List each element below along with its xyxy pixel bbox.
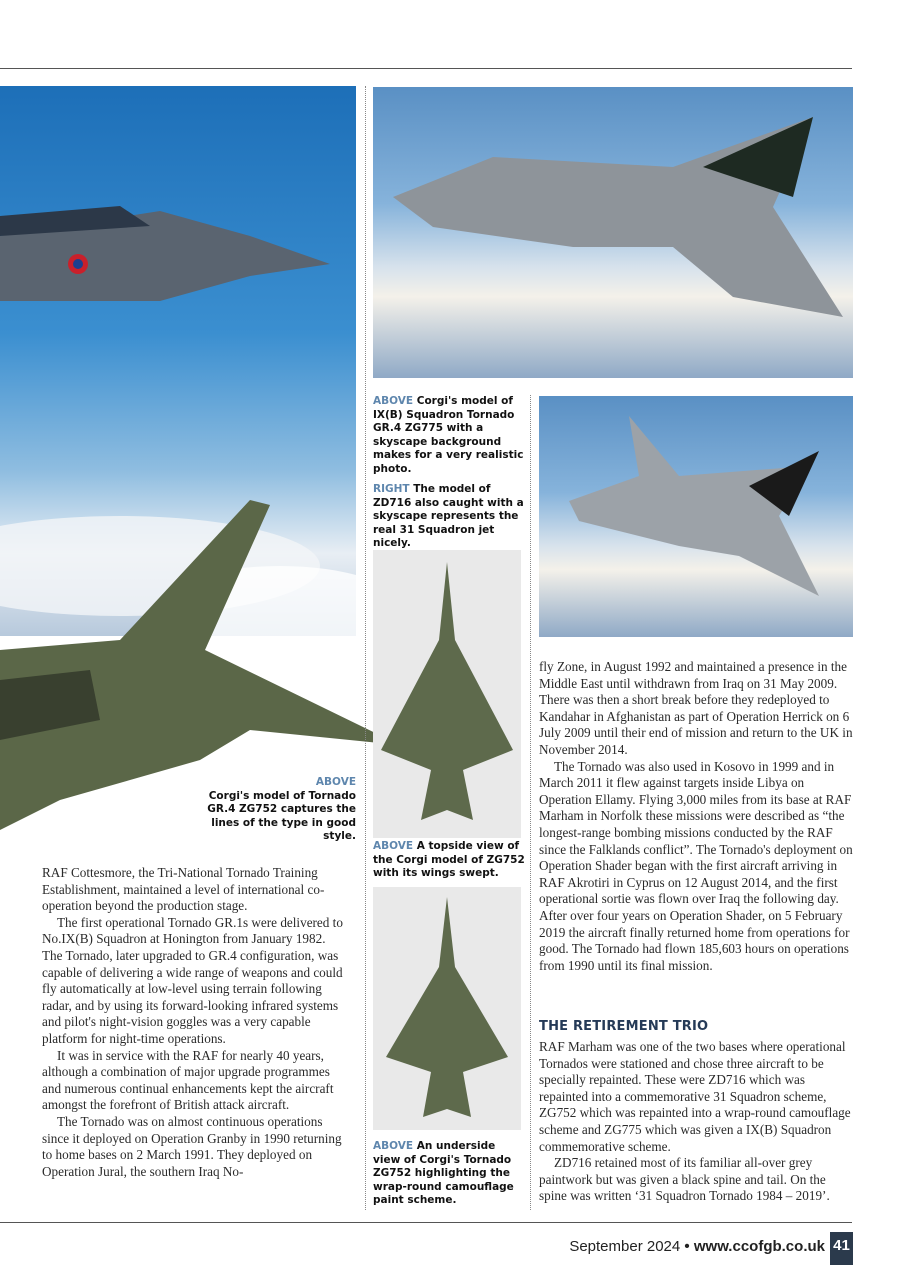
caption-text: Corgi's model of Tornado GR.4 ZG752 captures the lines of the type in good style.	[207, 789, 356, 843]
footer	[569, 1238, 825, 1255]
paragraph: RAF Cottesmore, the Tri-National Tornado Training Establishment, maintained a level of international co-operation beyond the production stage.	[42, 865, 325, 914]
bottom-rule	[0, 1222, 852, 1223]
caption-text: A topside view of the Corgi model of ZG752 with its wings swept.	[373, 840, 525, 880]
jet-silhouette-icon	[373, 87, 853, 378]
caption-label: ABOVE	[373, 840, 414, 852]
caption-top-right	[373, 395, 525, 477]
caption-text: The model of ZD716 also caught with a skyscape represents the real 31 Squadron jet nicely.	[373, 483, 524, 550]
caption-topside	[373, 840, 525, 881]
paragraph: The first operational Tornado GR.1s were delivered to No.IX(B) Squadron at Honington from January 1982. The Tornado, later upgraded to GR.4 configuration, was capable of delivering a wide range of weapons and could fly automatically at low-level using terrain following radar, and by using its forward-looking infrared systems and pilot's night-vision goggles was a very capable platform for night-time operations.	[42, 914, 343, 1046]
caption-label: ABOVE	[373, 395, 414, 407]
bullet: •	[684, 1238, 690, 1255]
paragraph: fly Zone, in August 1992 and maintained a presence in the Middle East until withdrawn from Iraq on 31 May 2009. There was then a short break before they redeployed to Kandahar in Afghanistan as part of Operation Herrick on 6 July 2009 until their end of mission and return to the UK in November 2014.	[539, 659, 853, 757]
issue-date: September 2024	[569, 1238, 681, 1255]
paragraph: RAF Marham was one of the two bases where operational Tornados were stationed and chose three aircraft to be specially repainted. These were ZD716 which was repainted into a commemorative 31 Squadron scheme, ZG752 which was repainted into a wrap-round camouflage scheme and ZG775 which was given a IX(B) Squadron commemorative scheme.	[539, 1039, 851, 1154]
section-heading: THE RETIREMENT TRIO	[539, 1019, 709, 1034]
photo-tornado-zd716	[539, 396, 853, 637]
photo-tornado-zg775	[373, 87, 853, 378]
caption-label: ABOVE	[315, 776, 356, 788]
jet-silhouette-icon	[373, 550, 521, 838]
caption-label: ABOVE	[373, 1140, 414, 1152]
section-text	[539, 1039, 853, 1205]
left-column-text	[42, 865, 348, 1180]
paragraph: ZD716 retained most of its familiar all-over grey paintwork but was given a black spine and tail. On the spine was written ‘31 Squadron Tornado 1984 – 2019’.	[539, 1155, 830, 1204]
page-number: 41	[830, 1232, 853, 1265]
right-column-text	[539, 659, 853, 974]
paragraph: The Tornado was also used in Kosovo in 1999 and in March 2011 it flew against targets inside Libya on Operation Ellamy. Flying 3,000 miles from its base at RAF Marham in Norfolk these missions were described as “the longest-range bombing missions conducted by the RAF since the Falklands conflict”. The Tornado's deployment on Operation Shader began with the first aircraft arriving in RAF Akrotiri in Cyprus on 12 August 2014, and the first operational sortie was flown over Iraq the following day. After over four years on Operation Shader, on 5 February 2019 the aircraft finally returned home from operations for good. The Tornado had flown 185,603 hours on operations from 1990 until its final mission.	[539, 758, 853, 973]
paragraph: It was in service with the RAF for nearly 40 years, although a combination of major upgrade programmes and numerous continual enhancements kept the aircraft amongst the forefront of British attack aircraft.	[42, 1047, 334, 1113]
website-link[interactable]: www.ccofgb.co.uk	[693, 1238, 825, 1255]
photo-topside-view	[373, 550, 521, 838]
jet-silhouette-icon	[373, 887, 521, 1130]
jet-silhouette-icon	[539, 396, 853, 637]
column-divider	[365, 86, 366, 1210]
column-divider	[530, 395, 531, 1210]
paragraph: The Tornado was on almost continuous operations since it deployed on Operation Granby in 1990 returning to home bases on 2 March 1991. They deployed on Operation Jural, the southern Iraq No-	[42, 1113, 342, 1179]
caption-text: An underside view of Corgi's Tornado ZG752 highlighting the wrap-round camouflage paint scheme.	[373, 1140, 514, 1207]
caption-underside	[373, 1140, 525, 1208]
caption-text: Corgi's model of IX(B) Squadron Tornado GR.4 ZG775 with a skyscape background makes for a very realistic photo.	[373, 395, 524, 475]
model-jet-cutout	[0, 0, 420, 860]
caption-label: RIGHT	[373, 483, 410, 495]
photo-underside-view	[373, 887, 521, 1130]
caption-left	[180, 776, 356, 844]
caption-right	[373, 483, 525, 551]
